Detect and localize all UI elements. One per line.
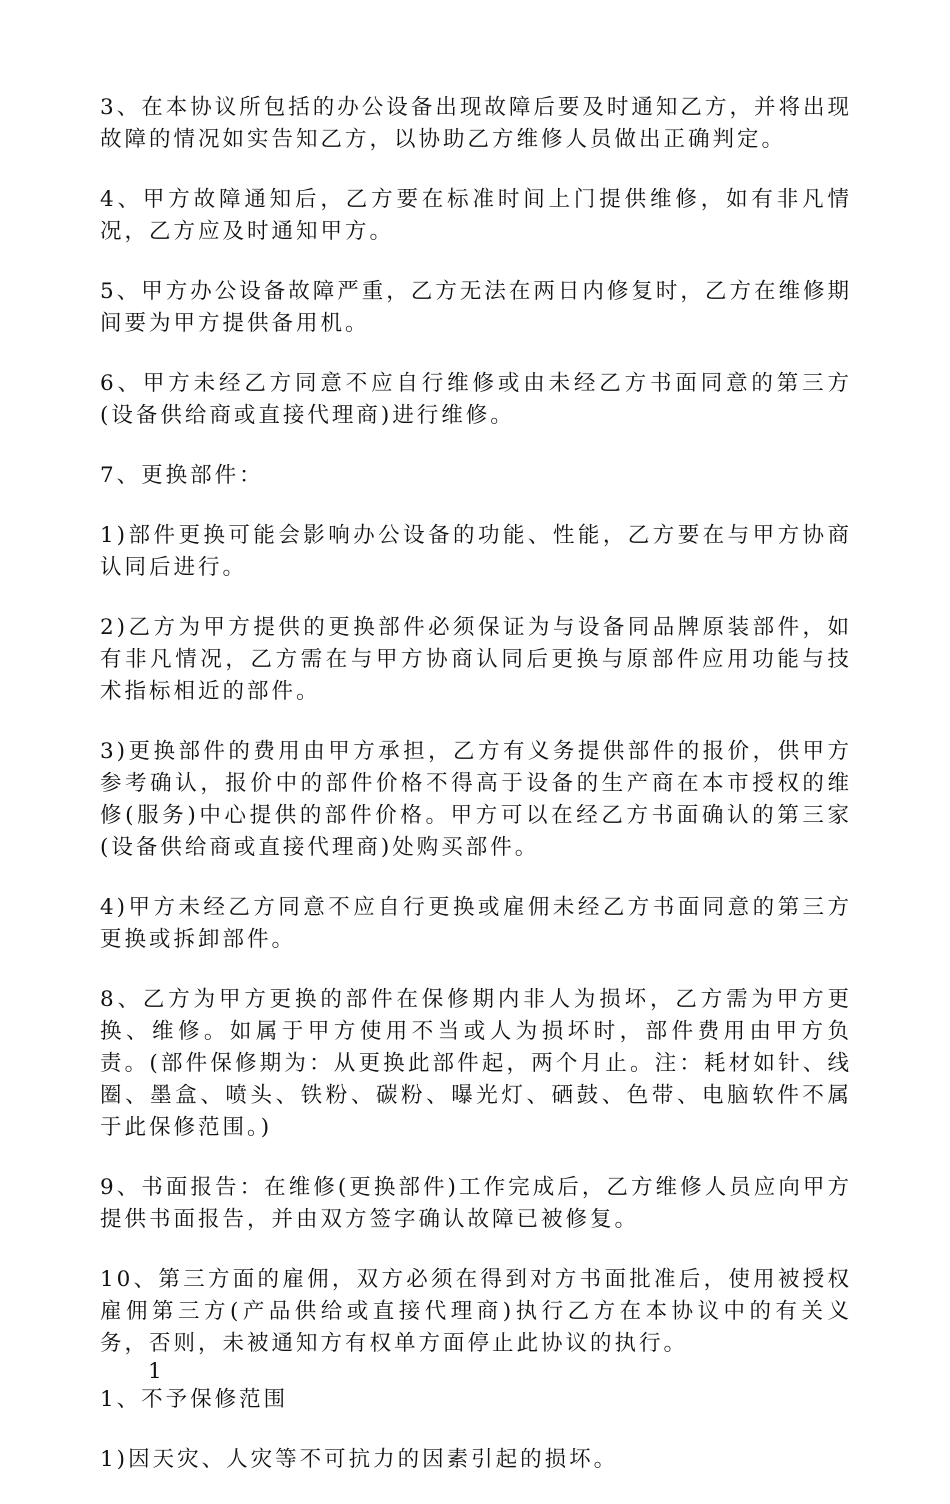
paragraph: 1)因天灾、人灾等不可抗力的因素引起的损坏。 bbox=[100, 1447, 619, 1472]
paragraph: 2)乙方为甲方提供的更换部件必须保证为与设备同品牌原装部件，如有非凡情况，乙方需在与甲方协商认同后更换与原部件应用功能与技术指标相近的部件。 bbox=[100, 615, 852, 704]
paragraph: 1)部件更换可能会影响办公设备的功能、性能，乙方要在与甲方协商认同后进行。 bbox=[100, 523, 852, 580]
paragraph: 4、甲方故障通知后，乙方要在标准时间上门提供维修，如有非凡情况，乙方应及时通知甲方。 bbox=[100, 187, 852, 244]
paragraph: 9、书面报告：在维修(更换部件)工作完成后，乙方维修人员应向甲方提供书面报告，并由双方签字确认故障已被修复。 bbox=[100, 1175, 852, 1232]
page-number: 1 bbox=[148, 1359, 162, 1384]
paragraph: 5、甲方办公设备故障严重，乙方无法在两日内修复时，乙方在维修期间要为甲方提供备用机。 bbox=[100, 279, 852, 336]
paragraph: 8、乙方为甲方更换的部件在保修期内非人为损坏，乙方需为甲方更换、维修。如属于甲方使用不当或人为损坏时，部件费用由甲方负责。(部件保修期为：从更换此部件起，两个月止。注：耗材如针、线圈、墨盒、喷头、铁粉、碳粉、曝光灯、硒鼓、色带、电脑软件不属于此保修范围。) bbox=[100, 987, 852, 1140]
paragraph: 3、在本协议所包括的办公设备出现故障后要及时通知乙方，并将出现故障的情况如实告知乙方，以协助乙方维修人员做出正确判定。 bbox=[100, 95, 852, 152]
paragraph: 3)更换部件的费用由甲方承担，乙方有义务提供部件的报价，供甲方参考确认，报价中的部件价格不得高于设备的生产商在本市授权的维修(服务)中心提供的部件价格。甲方可以在经乙方书面确认的第三家(设备供给商或直接代理商)处购买部件。 bbox=[100, 739, 852, 860]
section-heading: 7、更换部件： bbox=[100, 463, 264, 488]
paragraph: 6、甲方未经乙方同意不应自行维修或由未经乙方书面同意的第三方(设备供给商或直接代理商)进行维修。 bbox=[100, 371, 852, 428]
paragraph: 10、第三方面的雇佣，双方必须在得到对方书面批准后，使用被授权雇佣第三方(产品供给或直接代理商)执行乙方在本协议中的有关义务，否则，未被通知方有权单方面停止此协议的执行。 bbox=[100, 1267, 852, 1356]
paragraph: 4)甲方未经乙方同意不应自行更换或雇佣未经乙方书面同意的第三方更换或拆卸部件。 bbox=[100, 895, 852, 952]
document-body bbox=[100, 92, 852, 1504]
section-heading: 1、不予保修范围 bbox=[100, 1387, 289, 1412]
